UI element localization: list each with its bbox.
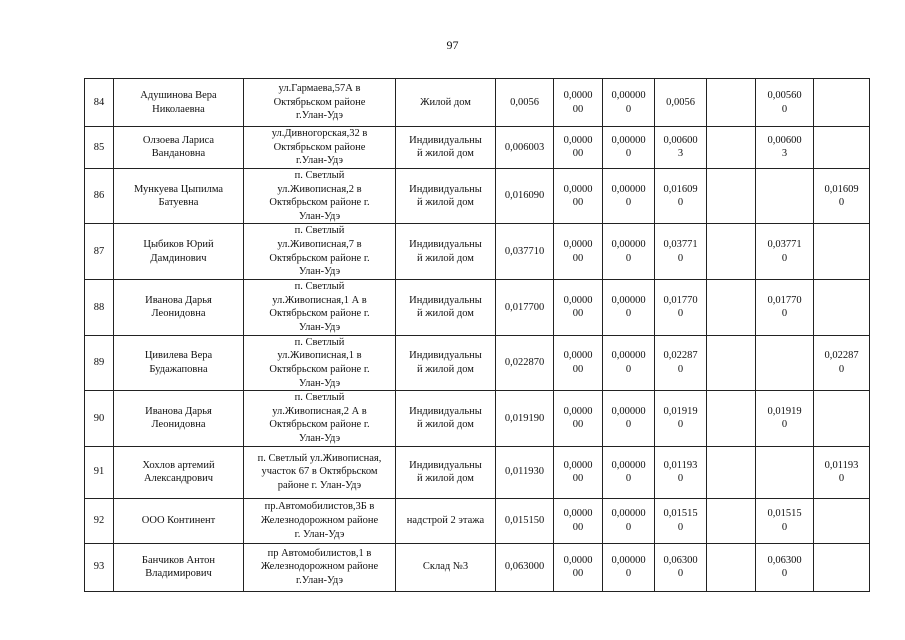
object-type: Склад №3: [396, 543, 496, 591]
object-address: п. Светлый ул.Живописная,7 в Октябрьском районе г. Улан-Удэ: [244, 224, 396, 280]
object-type: Индивидуальны й жилой дом: [396, 168, 496, 224]
page-number: 97: [446, 38, 459, 52]
value-col-7: 0,01609 0: [814, 168, 870, 224]
value-col-7: [814, 498, 870, 543]
object-address: п. Светлый ул.Живописная,1 в Октябрьском районе г. Улан-Удэ: [244, 335, 396, 391]
object-type: надстрой 2 этажа: [396, 498, 496, 543]
object-address: ул.Дивногорская,32 в Октябрьском районе г.Улан-Удэ: [244, 127, 396, 169]
value-col-6: 0,03771 0: [756, 224, 814, 280]
value-col-2: 0,0000 00: [554, 543, 603, 591]
value-col-5: [707, 127, 756, 169]
row-number: 91: [85, 446, 114, 498]
object-address: пр.Автомобилистов,3Б в Железнодорожном районе г. Улан-Удэ: [244, 498, 396, 543]
land-allocation-table: [84, 78, 870, 592]
table-row: [85, 335, 870, 391]
value-col-6: 0,00600 3: [756, 127, 814, 169]
value-col-5: [707, 498, 756, 543]
row-number: 93: [85, 543, 114, 591]
value-col-4: 0,01770 0: [655, 280, 707, 336]
object-address: ул.Гармаева,57А в Октябрьском районе г.Улан-Удэ: [244, 79, 396, 127]
value-col-2: 0,0000 00: [554, 391, 603, 447]
owner-name: Иванова Дарья Леонидовна: [114, 391, 244, 447]
value-col-5: [707, 391, 756, 447]
value-col-5: [707, 224, 756, 280]
value-col-7: [814, 224, 870, 280]
value-col-4: 0,0056: [655, 79, 707, 127]
value-col-5: [707, 335, 756, 391]
object-address: п. Светлый ул.Живописная, участок 67 в Октябрьском районе г. Улан-Удэ: [244, 446, 396, 498]
object-type: Индивидуальны й жилой дом: [396, 224, 496, 280]
value-col-2: 0,0000 00: [554, 498, 603, 543]
row-number: 92: [85, 498, 114, 543]
value-col-5: [707, 446, 756, 498]
value-col-2: 0,0000 00: [554, 280, 603, 336]
value-col-7: [814, 280, 870, 336]
value-total: 0,022870: [496, 335, 554, 391]
value-col-2: 0,0000 00: [554, 168, 603, 224]
value-col-7: 0,02287 0: [814, 335, 870, 391]
owner-name: Адушинова Вера Николаевна: [114, 79, 244, 127]
owner-name: Иванова Дарья Леонидовна: [114, 280, 244, 336]
value-col-5: [707, 280, 756, 336]
table-row: [85, 446, 870, 498]
object-address: п. Светлый ул.Живописная,2 А в Октябрьском районе г. Улан-Удэ: [244, 391, 396, 447]
owner-name: Олзоева Лариса Вандановна: [114, 127, 244, 169]
table-row: [85, 127, 870, 169]
row-number: 85: [85, 127, 114, 169]
value-col-4: 0,01609 0: [655, 168, 707, 224]
value-col-7: 0,01193 0: [814, 446, 870, 498]
table-row: [85, 168, 870, 224]
value-col-5: [707, 168, 756, 224]
object-type: Жилой дом: [396, 79, 496, 127]
value-col-3: 0,00000 0: [603, 498, 655, 543]
value-total: 0,0056: [496, 79, 554, 127]
value-total: 0,016090: [496, 168, 554, 224]
value-col-6: [756, 335, 814, 391]
value-col-6: 0,01770 0: [756, 280, 814, 336]
object-address: пр Автомобилистов,1 в Железнодорожном районе г.Улан-Удэ: [244, 543, 396, 591]
value-col-4: 0,06300 0: [655, 543, 707, 591]
value-col-4: 0,02287 0: [655, 335, 707, 391]
value-col-2: 0,0000 00: [554, 335, 603, 391]
table-row: [85, 280, 870, 336]
value-total: 0,011930: [496, 446, 554, 498]
object-type: Индивидуальны й жилой дом: [396, 335, 496, 391]
value-col-5: [707, 543, 756, 591]
object-address: п. Светлый ул.Живописная,1 А в Октябрьском районе г. Улан-Удэ: [244, 280, 396, 336]
value-col-3: 0,00000 0: [603, 224, 655, 280]
value-col-3: 0,00000 0: [603, 335, 655, 391]
value-total: 0,019190: [496, 391, 554, 447]
value-col-6: [756, 168, 814, 224]
object-type: Индивидуальны й жилой дом: [396, 391, 496, 447]
value-col-7: [814, 79, 870, 127]
value-col-4: 0,00600 3: [655, 127, 707, 169]
table-row: [85, 79, 870, 127]
object-type: Индивидуальны й жилой дом: [396, 127, 496, 169]
object-type: Индивидуальны й жилой дом: [396, 446, 496, 498]
value-col-4: 0,01515 0: [655, 498, 707, 543]
object-address: п. Светлый ул.Живописная,2 в Октябрьском районе г. Улан-Удэ: [244, 168, 396, 224]
owner-name: Цивилева Вера Будажаповна: [114, 335, 244, 391]
value-col-5: [707, 79, 756, 127]
value-col-6: [756, 446, 814, 498]
owner-name: Хохлов артемий Александрович: [114, 446, 244, 498]
row-number: 87: [85, 224, 114, 280]
value-col-3: 0,00000 0: [603, 79, 655, 127]
value-col-7: [814, 543, 870, 591]
value-col-6: 0,01919 0: [756, 391, 814, 447]
table-row: [85, 498, 870, 543]
value-col-4: 0,01193 0: [655, 446, 707, 498]
table-row: [85, 391, 870, 447]
owner-name: Банчиков Антон Владимирович: [114, 543, 244, 591]
value-total: 0,017700: [496, 280, 554, 336]
value-col-6: 0,01515 0: [756, 498, 814, 543]
value-total: 0,037710: [496, 224, 554, 280]
value-col-6: 0,06300 0: [756, 543, 814, 591]
value-col-3: 0,00000 0: [603, 543, 655, 591]
value-col-2: 0,0000 00: [554, 127, 603, 169]
value-col-4: 0,01919 0: [655, 391, 707, 447]
value-col-7: [814, 127, 870, 169]
value-total: 0,015150: [496, 498, 554, 543]
value-col-3: 0,00000 0: [603, 127, 655, 169]
value-col-2: 0,0000 00: [554, 224, 603, 280]
row-number: 89: [85, 335, 114, 391]
table-row: [85, 543, 870, 591]
object-type: Индивидуальны й жилой дом: [396, 280, 496, 336]
row-number: 88: [85, 280, 114, 336]
row-number: 84: [85, 79, 114, 127]
table-row: [85, 224, 870, 280]
value-col-2: 0,0000 00: [554, 79, 603, 127]
owner-name: Цыбиков Юрий Дамдинович: [114, 224, 244, 280]
owner-name: Мункуева Цыпилма Батуевна: [114, 168, 244, 224]
value-col-3: 0,00000 0: [603, 280, 655, 336]
row-number: 90: [85, 391, 114, 447]
value-total: 0,006003: [496, 127, 554, 169]
value-col-3: 0,00000 0: [603, 446, 655, 498]
value-total: 0,063000: [496, 543, 554, 591]
row-number: 86: [85, 168, 114, 224]
value-col-7: [814, 391, 870, 447]
owner-name: ООО Континент: [114, 498, 244, 543]
value-col-6: 0,00560 0: [756, 79, 814, 127]
value-col-3: 0,00000 0: [603, 391, 655, 447]
value-col-4: 0,03771 0: [655, 224, 707, 280]
value-col-3: 0,00000 0: [603, 168, 655, 224]
value-col-2: 0,0000 00: [554, 446, 603, 498]
